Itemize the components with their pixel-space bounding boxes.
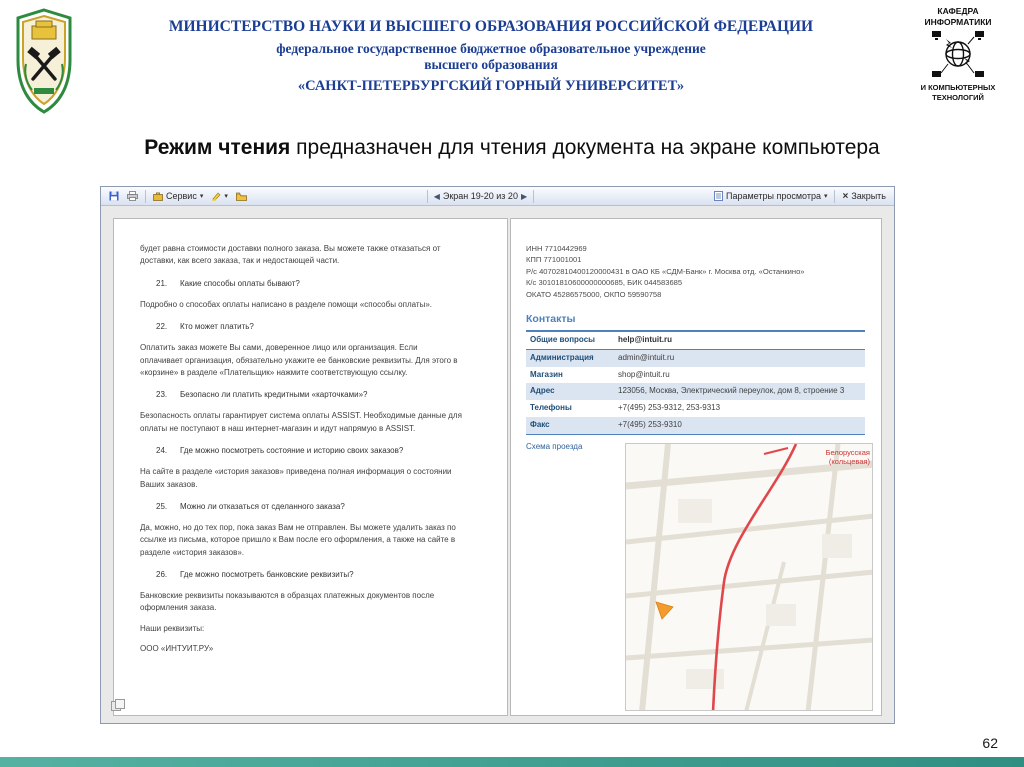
doc-paragraph: Банковские реквизиты показываются в образцах платежных документов после оформления заказа. bbox=[140, 591, 435, 613]
metro-station-label: Белорусская bbox=[825, 448, 870, 457]
requisite-line: КПП 771001001 bbox=[526, 255, 582, 265]
faq-text-blocks bbox=[140, 243, 479, 656]
contact-label: Магазин bbox=[530, 369, 563, 379]
doc-paragraph: Наши реквизиты: bbox=[140, 623, 205, 633]
doc-paragraph: будет равна стоимости доставки полного заказа. Вы можете также отказаться от доставки, как всего заказа, так и недостающей части. bbox=[140, 244, 441, 266]
ministry-line: МИНИСТЕРСТВО НАУКИ И ВЫСШЕГО ОБРАЗОВАНИЯ РОССИЙСКОЙ ФЕДЕРАЦИИ bbox=[168, 18, 814, 35]
contact-value: admin@intuit.ru bbox=[618, 352, 675, 362]
toolbar-separator bbox=[834, 190, 835, 203]
view-options-button[interactable] bbox=[710, 190, 832, 202]
faq-question: 23. Безопасно ли платить кредитными «карточками»? bbox=[156, 390, 368, 400]
slide-page-number: 62 bbox=[982, 735, 998, 751]
bank-requisites bbox=[526, 243, 865, 300]
slide-title bbox=[0, 136, 1024, 160]
folder-button[interactable] bbox=[232, 191, 251, 202]
contacts-table bbox=[526, 330, 865, 435]
university-emblem-icon bbox=[12, 8, 76, 116]
close-reading-button[interactable] bbox=[838, 190, 890, 203]
page-corner-icon[interactable] bbox=[111, 698, 126, 716]
chevron-down-icon: ▾ bbox=[823, 193, 828, 200]
doc-paragraph: Безопасность оплаты гарантирует система оплаты ASSIST. Необходимые данные для оплаты не поступают в наш интернет-магазин и идут напрямую в ASSIST. bbox=[140, 411, 462, 433]
contacts-row bbox=[526, 367, 865, 384]
view-options-icon bbox=[714, 191, 723, 201]
requisite-line: Р/с 40702810400120000431 в ОАО КБ «СДМ-Банк» г. Москва отд. «Останкино» bbox=[526, 266, 805, 276]
dept-label-top: КАФЕДРА ИНФОРМАТИКИ bbox=[924, 6, 992, 27]
print-button[interactable] bbox=[123, 190, 142, 202]
doc-paragraph: Подробно о способах оплаты написано в разделе помощи «способы оплаты». bbox=[140, 299, 432, 309]
faq-question-number: 26. bbox=[156, 570, 168, 580]
highlighter-button[interactable] bbox=[207, 190, 232, 202]
contact-value: 123056, Москва, Электрический переулок, дом 8, строение 3 bbox=[618, 386, 845, 396]
svg-text:(кольцевая): (кольцевая) bbox=[828, 457, 870, 466]
contact-label: Факс bbox=[530, 419, 550, 429]
save-icon bbox=[109, 191, 119, 201]
requisite-line: К/с 30101810600000000685, БИК 044583685 bbox=[526, 278, 683, 288]
document-page-left bbox=[113, 218, 508, 716]
highlighter-icon bbox=[211, 191, 221, 201]
contact-label: Администрация bbox=[530, 352, 594, 362]
contact-label: Общие вопросы bbox=[526, 331, 614, 349]
faq-question: 24. Где можно посмотреть состояние и историю своих заказов? bbox=[156, 446, 404, 456]
contact-value: +7(495) 253-9312, 253-9313 bbox=[618, 403, 721, 413]
faq-question: 26. Где можно посмотреть банковские реквизиты? bbox=[156, 570, 354, 580]
document-page-right bbox=[510, 218, 882, 716]
institution-line: федеральное государственное бюджетное образовательное учреждение bbox=[276, 41, 706, 56]
globe-computers-icon bbox=[930, 29, 986, 81]
contacts-row bbox=[526, 400, 865, 417]
contact-value: help@intuit.ru bbox=[614, 331, 865, 349]
faq-question-number: 21. bbox=[156, 278, 168, 288]
toolbox-icon bbox=[153, 192, 163, 201]
faq-question-number: 22. bbox=[156, 322, 168, 332]
close-icon: × bbox=[842, 190, 849, 202]
slide-footer-bar bbox=[0, 757, 1024, 767]
faq-question: 25. Можно ли отказаться от сделанного заказа? bbox=[156, 501, 345, 511]
chevron-down-icon: ▾ bbox=[224, 193, 228, 200]
contacts-row bbox=[526, 417, 865, 434]
faq-question: 22. Кто может платить? bbox=[156, 322, 254, 332]
requisite-line: ОКАТО 45286575000, ОКПО 59590758 bbox=[526, 289, 662, 299]
doc-paragraph: На сайте в разделе «история заказов» приведена полная информация о состоянии Ваших заказов. bbox=[140, 467, 452, 489]
contact-label: Адрес bbox=[530, 386, 555, 396]
word-reading-window bbox=[100, 186, 895, 724]
tools-menu-button[interactable] bbox=[149, 190, 207, 202]
doc-paragraph: Оплатить заказ можете Вы сами, доверенное лицо или организация. Если оплачивает организация, обязательно укажите ее банковские реквизиты. Для этого в «корзине» в разделе «Плательщик» нажмите соответствующую ссылку. bbox=[140, 343, 458, 377]
dept-label-bottom: И КОМПЬЮТЕРНЫХ ТЕХНОЛОГИЙ bbox=[920, 83, 996, 102]
header-text-block bbox=[96, 18, 886, 95]
pages-area bbox=[101, 206, 894, 723]
contacts-row bbox=[526, 383, 865, 400]
reading-toolbar bbox=[101, 187, 894, 206]
print-icon bbox=[127, 191, 138, 201]
university-name-line: «САНКТ-ПЕТЕРБУРГСКИЙ ГОРНЫЙ УНИВЕРСИТЕТ» bbox=[297, 78, 685, 94]
doc-paragraph: Да, можно, но до тех пор, пока заказ Вам не отправлен. Вы можете удалить заказ по ссылке из письма, которое пришло к Вам после его оформления, а также на сайте в разделе «история заказов». bbox=[140, 522, 456, 557]
next-screen-button[interactable]: ▶ bbox=[520, 191, 528, 201]
close-label: Закрыть bbox=[851, 191, 886, 201]
screen-nav-label: Экран 19-20 из 20 bbox=[442, 191, 518, 201]
contact-value: +7(495) 253-9310 bbox=[618, 419, 682, 429]
faq-question-number: 25. bbox=[156, 501, 168, 511]
doc-paragraph: ООО «ИНТУИТ.РУ» bbox=[140, 644, 214, 654]
contacts-row bbox=[526, 349, 865, 366]
faq-question-number: 24. bbox=[156, 446, 168, 456]
save-button[interactable] bbox=[105, 190, 123, 202]
slide-title-rest: предназначен для чтения документа на экране компьютера bbox=[290, 136, 880, 159]
department-logo bbox=[900, 6, 1016, 102]
education-line: высшего образования bbox=[424, 57, 558, 72]
contact-value: shop@intuit.ru bbox=[618, 369, 670, 379]
contacts-heading: Контакты bbox=[526, 312, 576, 325]
requisite-line: ИНН 7710442969 bbox=[526, 244, 587, 253]
toolbar-separator bbox=[427, 190, 428, 203]
faq-question-number: 23. bbox=[156, 390, 168, 400]
tools-menu-label: Сервис bbox=[166, 191, 197, 201]
map-link[interactable]: Схема проезда bbox=[526, 441, 583, 451]
toolbar-separator bbox=[533, 190, 534, 203]
slide-title-bold: Режим чтения bbox=[144, 136, 291, 159]
toolbar-separator bbox=[145, 190, 146, 203]
contacts-row bbox=[526, 331, 865, 349]
route-map bbox=[625, 443, 873, 711]
faq-question: 21. Какие способы оплаты бывают? bbox=[156, 278, 300, 288]
previous-screen-button[interactable]: ◀ bbox=[433, 191, 440, 201]
view-options-label: Параметры просмотра bbox=[725, 191, 821, 201]
chevron-down-icon: ▾ bbox=[199, 193, 204, 200]
contact-label: Телефоны bbox=[530, 403, 572, 413]
folder-icon bbox=[236, 192, 247, 201]
